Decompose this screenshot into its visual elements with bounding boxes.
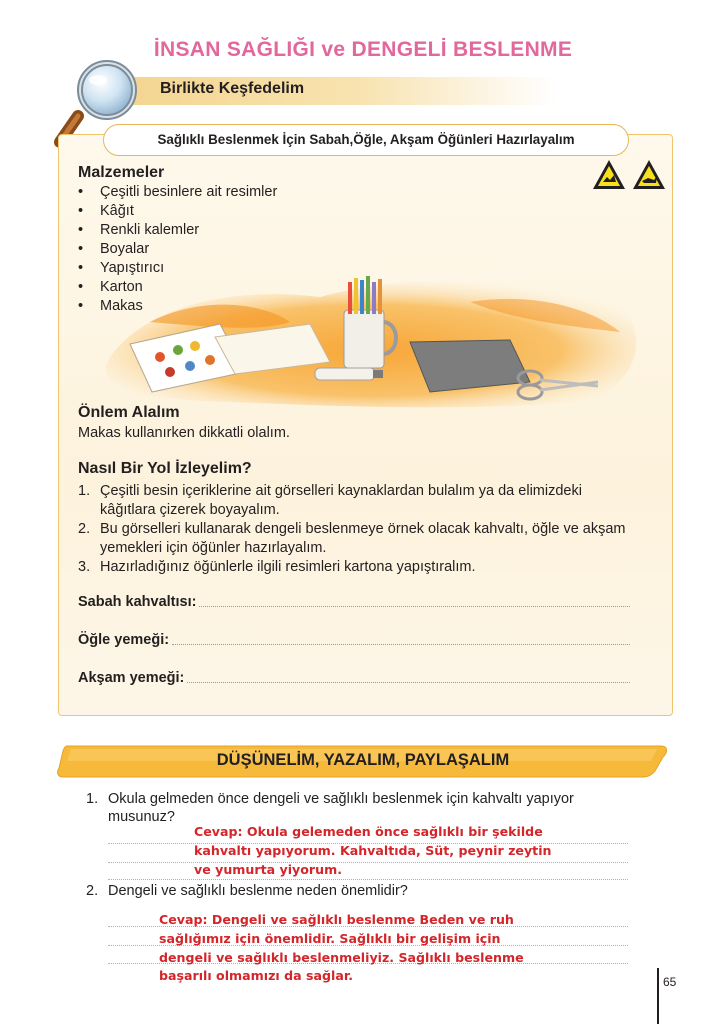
hazard-warning-icon-2: [632, 158, 666, 192]
lunch-label: Öğle yemeği:: [78, 632, 170, 648]
answer-2-line-4: başarılı olmamızı da sağlar.: [159, 968, 354, 983]
answer-line: [108, 879, 628, 880]
answer-1-line-2: kahvaltı yapıyorum. Kahvaltıda, Süt, peynir zeytin: [194, 843, 552, 858]
step-item: 1. Çeşitli besin içeriklerine ait görselleri kaynaklardan bulalım ya da elimizdeki kâğıtlara çizerek boyayalım.: [78, 483, 582, 518]
answer-2-line-3: dengeli ve sağlıklı beslenmeliyiz. Sağlıklı beslenme: [159, 950, 524, 965]
caution-text: Makas kullanırken dikkatli olalım.: [78, 425, 290, 441]
page-number: 65: [663, 975, 677, 989]
material-item: • Karton: [78, 278, 277, 297]
question-1-line-2: musunuz?: [108, 809, 175, 825]
step-item: 2. Bu görselleri kullanarak dengeli beslenmeye örnek olacak kahvaltı, öğle ve akşam yemekleri için öğünler hazırlayalım.: [78, 521, 626, 556]
material-item: • Boyalar: [78, 240, 277, 259]
steps-list: [78, 482, 638, 578]
answer-1-line-1: Cevap: Okula gelemeden önce sağlıklı bir şekilde: [194, 824, 543, 839]
dinner-field[interactable]: [78, 670, 630, 686]
material-item: • Yapıştırıcı: [78, 259, 277, 278]
caution-heading: Önlem Alalım: [78, 404, 180, 421]
lunch-field[interactable]: [78, 632, 630, 648]
question-1-line-1: Okula gelmeden önce dengeli ve sağlıklı beslenmek için kahvaltı yapıyor: [108, 791, 574, 807]
breakfast-label: Sabah kahvaltısı:: [78, 594, 197, 610]
page-title: İNSAN SAĞLIĞI ve DENGELİ BESLENME: [153, 38, 573, 61]
question-2-line-1: Dengeli ve sağlıklı beslenme neden önemlidir?: [108, 883, 408, 899]
material-item: • Renkli kalemler: [78, 221, 277, 240]
question-1-number: 1.: [86, 791, 99, 807]
materials-illustration: [90, 262, 650, 412]
answer-line: [108, 862, 628, 863]
steps-heading: Nasıl Bir Yol İzleyelim?: [78, 460, 252, 477]
material-item: • Kâğıt: [78, 202, 277, 221]
breakfast-field[interactable]: [78, 594, 630, 610]
material-item: • Makas: [78, 297, 277, 316]
dinner-label: Akşam yemeği:: [78, 670, 185, 686]
think-heading: DÜŞÜNELİM, YAZALIM, PAYLAŞALIM: [216, 751, 510, 769]
hazard-warning-icon: [592, 158, 626, 192]
activity-title: Sağlıklı Beslenmek İçin Sabah,Öğle, Akşam Öğünleri Hazırlayalım: [103, 124, 629, 156]
materials-heading: Malzemeler: [78, 164, 165, 181]
answer-2-line-2: sağlığımız için önemlidir. Sağlıklı bir gelişim için: [159, 931, 501, 946]
answer-2-line-1: Cevap: Dengeli ve sağlıklı beslenme Beden ve ruh: [159, 912, 514, 927]
material-item: • Çeşitli besinlere ait resimler: [78, 183, 277, 202]
page-number-rule: [657, 968, 659, 1024]
question-2-number: 2.: [86, 883, 99, 899]
section-label: Birlikte Keşfedelim: [160, 80, 305, 97]
answer-1-line-3: ve yumurta yiyorum.: [194, 862, 342, 877]
step-item: 3. Hazırladığınız öğünlerle ilgili resimleri kartona yapıştıralım.: [78, 559, 476, 575]
